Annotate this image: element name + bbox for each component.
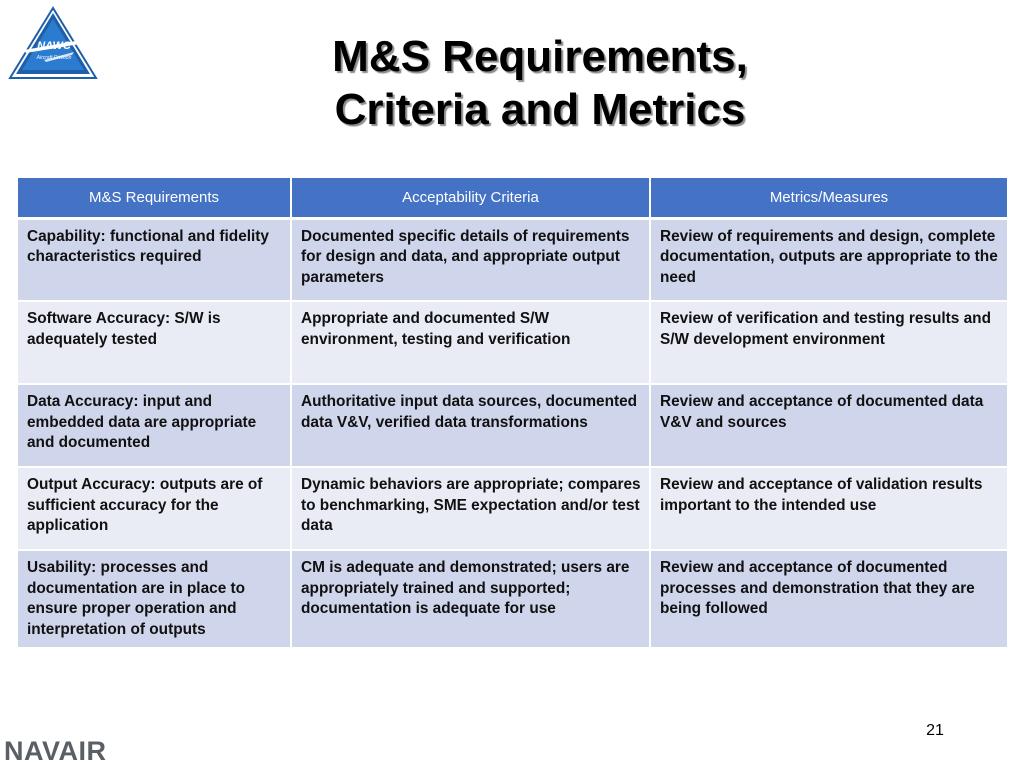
logo-subtext: Aircraft Division [36,55,72,61]
table-row [18,467,1007,550]
table-cell-requirement: Output Accuracy: outputs are of sufficient accuracy for the application [18,467,291,550]
table-cell-criteria: Appropriate and documented S/W environment, testing and verification [291,301,650,384]
table-cell-requirement: Data Accuracy: input and embedded data are appropriate and documented [18,384,291,467]
page-number: 21 [926,722,944,739]
table-cell-metric: Review and acceptance of documented data V&V and sources [650,384,1007,467]
requirements-table [18,178,1007,649]
table-row [18,384,1007,467]
column-header-requirements: M&S Requirements [18,178,291,218]
table-row [18,550,1007,648]
table-cell-metric: Review of verification and testing results and S/W development environment [650,301,1007,384]
nawc-logo [8,6,98,80]
table-header-row [18,178,1007,218]
column-header-metrics: Metrics/Measures [650,178,1007,218]
table-cell-criteria: Documented specific details of requirements for design and data, and appropriate output parameters [291,218,650,301]
navair-footer-logo: NAVAIR [4,736,107,766]
table-cell-requirement: Software Accuracy: S/W is adequately tested [18,301,291,384]
table-cell-criteria: CM is adequate and demonstrated; users are appropriately trained and supported; documentation is adequate for use [291,550,650,648]
title-line-1: M&S Requirements, [332,32,748,81]
table-cell-metric: Review of requirements and design, complete documentation, outputs are appropriate to the need [650,218,1007,301]
table-cell-criteria: Dynamic behaviors are appropriate; compares to benchmarking, SME expectation and/or test data [291,467,650,550]
table-row [18,218,1007,301]
slide-title [160,30,920,136]
table-cell-metric: Review and acceptance of validation results important to the intended use [650,467,1007,550]
table-cell-criteria: Authoritative input data sources, documented data V&V, verified data transformations [291,384,650,467]
table-cell-requirement: Usability: processes and documentation are in place to ensure proper operation and interpretation of outputs [18,550,291,648]
logo-ring-text: NAVAL AIR WARFARE CENTER [23,73,83,78]
table-cell-requirement: Capability: functional and fidelity characteristics required [18,218,291,301]
title-line-2: Criteria and Metrics [334,85,746,134]
table-cell-metric: Review and acceptance of documented processes and demonstration that they are being followed [650,550,1007,648]
table-row [18,301,1007,384]
column-header-criteria: Acceptability Criteria [291,178,650,218]
logo-text: NAWC [37,40,71,52]
